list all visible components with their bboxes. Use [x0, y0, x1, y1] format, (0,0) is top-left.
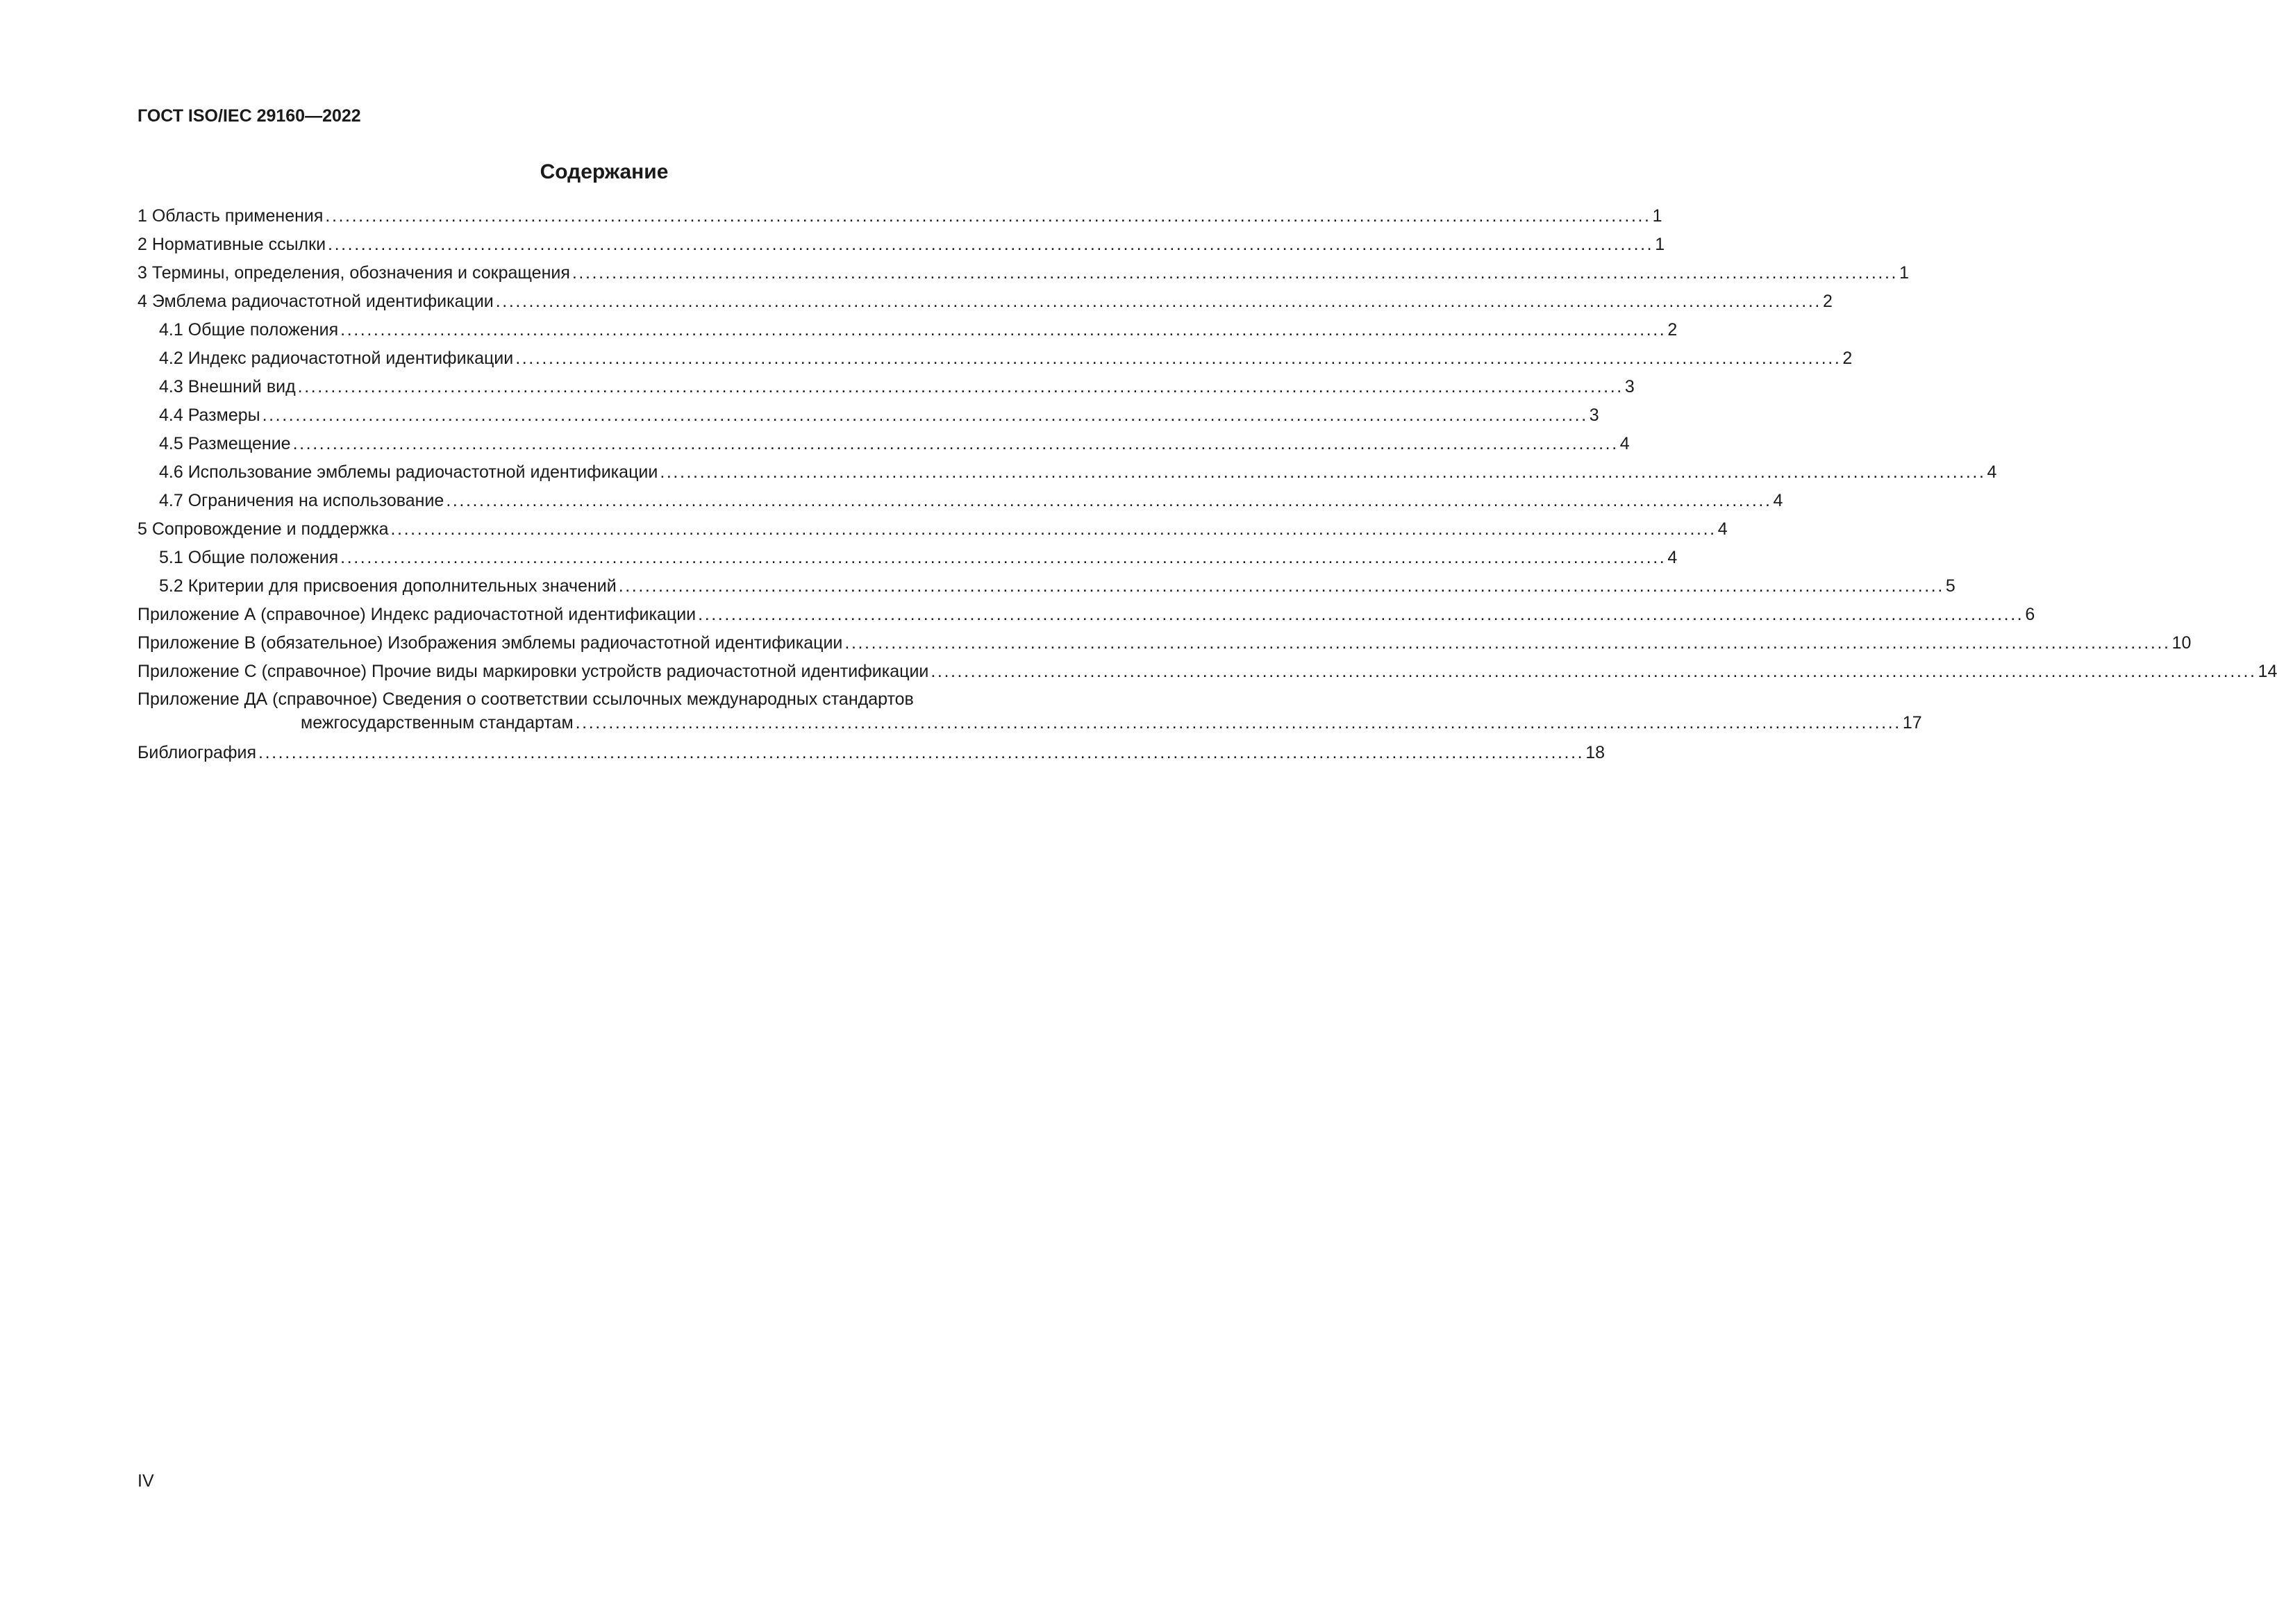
dot-leader: ........................................................................................................................................................................................................: [515, 349, 1842, 368]
dot-leader: ........................................................................................................................................................................................................: [340, 548, 1667, 567]
toc-entry-label: 5.1 Общие положения: [159, 548, 339, 567]
toc-entry-label: 4.7 Ограничения на использование: [159, 491, 444, 510]
page-number: IV: [137, 1471, 154, 1491]
toc-entry-label-continued: межгосударственным стандартам: [301, 713, 574, 733]
toc-entry[interactable]: [137, 515, 1728, 544]
dot-leader: ........................................................................................................................................................................................................: [390, 519, 1717, 539]
toc-entry-page: 10: [2171, 633, 2192, 653]
dot-leader: ........................................................................................................................................................................................................: [262, 405, 1588, 425]
toc-entry-label: Библиография: [137, 743, 257, 762]
toc-subentry[interactable]: [137, 487, 1783, 515]
toc-entry-page: 6: [2025, 605, 2035, 624]
toc-subentry[interactable]: [137, 316, 1678, 344]
toc-entry-page: 4: [1717, 519, 1728, 539]
dot-leader: ........................................................................................................................................................................................................: [660, 462, 1986, 482]
toc-title: Содержание: [540, 160, 669, 183]
toc-entry-label: 5 Сопровождение и поддержка: [137, 519, 389, 539]
toc-entry[interactable]: [137, 601, 2035, 629]
toc-entry[interactable]: [137, 287, 1833, 316]
toc-entry-label: 2 Нормативные ссылки: [137, 235, 326, 254]
toc-subentry[interactable]: [137, 401, 1599, 430]
toc-entry[interactable]: [137, 629, 2192, 658]
toc-entry-page: 4: [1667, 548, 1678, 567]
toc-entry-label: 5.2 Критерии для присвоения дополнительных значений: [159, 576, 617, 596]
dot-leader: ........................................................................................................................................................................................................: [340, 320, 1667, 340]
toc-subentry[interactable]: [137, 458, 1997, 487]
toc-subentry[interactable]: [137, 373, 1635, 401]
toc-entry-page: 3: [1624, 377, 1635, 396]
toc-entry-page: 17: [1902, 713, 1922, 733]
toc-entry-label: 4.6 Использование эмблемы радиочастотной идентификации: [159, 462, 658, 482]
toc-entry-annex-da[interactable]: [137, 687, 1922, 735]
dot-leader: ........................................................................................................................................................................................................: [572, 263, 1899, 283]
dot-leader: ........................................................................................................................................................................................................: [328, 235, 1654, 254]
toc-entry-label: Приложение С (справочное) Прочие виды маркировки устройств радиочастотной идентификации: [137, 662, 929, 681]
toc-subentry[interactable]: [137, 544, 1678, 572]
toc-entry-label: 4.4 Размеры: [159, 405, 260, 425]
toc-entry-page: 1: [1899, 263, 1909, 283]
toc-entry-page: 4: [1773, 491, 1783, 510]
dot-leader: ........................................................................................................................................................................................................: [575, 713, 1901, 733]
toc-entry-label: 1 Область применения: [137, 206, 324, 226]
toc-subentry[interactable]: [137, 430, 1630, 458]
toc-entry-page: 2: [1842, 349, 1853, 368]
toc-entry-page: 3: [1589, 405, 1599, 425]
toc-entry-page: 5: [1945, 576, 1955, 596]
toc-entry[interactable]: [137, 658, 2277, 686]
toc-subentry[interactable]: [137, 344, 1853, 373]
toc-entry-label: 4.1 Общие положения: [159, 320, 339, 340]
dot-leader: ........................................................................................................................................................................................................: [495, 292, 1821, 311]
toc-entry-page: 18: [1585, 743, 1605, 762]
toc-entry-label: Приложение В (обязательное) Изображения эмблемы радиочастотной идентификации: [137, 633, 843, 653]
toc-entry[interactable]: [137, 231, 1665, 259]
toc-entry-page: 4: [1619, 434, 1630, 453]
toc-entry-bibliography[interactable]: [137, 739, 1605, 767]
toc-entry-label: 3 Термины, определения, обозначения и сокращения: [137, 263, 570, 283]
toc-entry-page: 2: [1822, 292, 1833, 311]
dot-leader: ........................................................................................................................................................................................................: [325, 206, 1651, 226]
toc-entry-page: 1: [1652, 206, 1662, 226]
toc-entry-page: 2: [1667, 320, 1678, 340]
toc-entry-page: 14: [2258, 662, 2277, 681]
toc-entry[interactable]: [137, 202, 1662, 231]
toc-entry-label: Приложение ДА (справочное) Сведения о соответствии ссылочных международных стандартов: [137, 689, 914, 709]
document-code: ГОСТ ISO/IEC 29160—2022: [137, 106, 361, 126]
toc-entry-page: 4: [1987, 462, 1997, 482]
table-of-contents: [137, 202, 2277, 767]
toc-entry[interactable]: [137, 259, 1909, 287]
dot-leader: ........................................................................................................................................................................................................: [844, 633, 2171, 653]
dot-leader: ........................................................................................................................................................................................................: [618, 576, 1944, 596]
toc-entry-label: Приложение А (справочное) Индекс радиочастотной идентификации: [137, 605, 697, 624]
toc-entry-label: 4.5 Размещение: [159, 434, 291, 453]
dot-leader: ........................................................................................................................................................................................................: [698, 605, 2024, 624]
dot-leader: ........................................................................................................................................................................................................: [297, 377, 1624, 396]
toc-entry-page: 1: [1655, 235, 1665, 254]
toc-subentry[interactable]: [137, 572, 1955, 601]
toc-entry-label: 4.3 Внешний вид: [159, 377, 296, 396]
dot-leader: ........................................................................................................................................................................................................: [258, 743, 1585, 762]
dot-leader: ........................................................................................................................................................................................................: [292, 434, 1619, 453]
dot-leader: ........................................................................................................................................................................................................: [931, 662, 2257, 681]
toc-entry-label: 4.2 Индекс радиочастотной идентификации: [159, 349, 514, 368]
toc-entry-label: 4 Эмблема радиочастотной идентификации: [137, 292, 494, 311]
dot-leader: ........................................................................................................................................................................................................: [446, 491, 1772, 510]
